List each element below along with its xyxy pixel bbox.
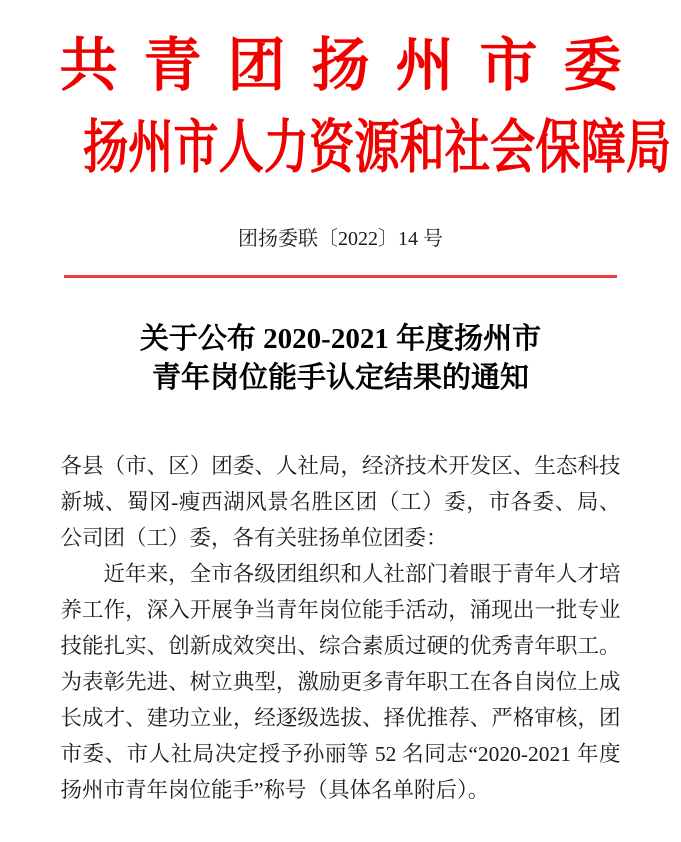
- issuing-org-secondary-text: 扬州市人力资源和社会保障局: [82, 115, 672, 180]
- document-page: [0, 30, 681, 842]
- title-line-1: 关于公布 2020-2021 年度扬州市: [139, 323, 542, 355]
- title-line-2: 青年岗位能手认定结果的通知: [151, 362, 529, 394]
- issuing-org-secondary: [0, 115, 681, 180]
- document-number: 团扬委联〔2022〕14 号: [238, 228, 443, 250]
- document-body: [61, 448, 621, 808]
- salutation-paragraph: 各县（市、区）团委、人社局，经济技术开发区、生态科技新城、蜀冈-瘦西湖风景名胜区团（工）委，市各委、局、公司团（工）委，各有关驻扬单位团委：: [60, 454, 621, 550]
- body-paragraph: 近年来，全市各级团组织和人社部门着眼于青年人才培养工作，深入开展争当青年岗位能手活动，涌现出一批专业技能扎实、创新成效突出、综合素质过硬的优秀青年职工。为表彰先进、树立典型，激励更多青年职工在各自岗位上成长成才、建功立业，经逐级选拔、择优推荐、严格审核，团市委、市人社局决定授予孙丽等 52 名同志“2020-2021 年度扬州市青年岗位能手”称号（具体名单附后）。: [60, 562, 621, 802]
- issuing-org-primary: 共青团扬州市委: [59, 33, 648, 98]
- document-title: [0, 320, 681, 398]
- red-separator-line: [64, 275, 617, 278]
